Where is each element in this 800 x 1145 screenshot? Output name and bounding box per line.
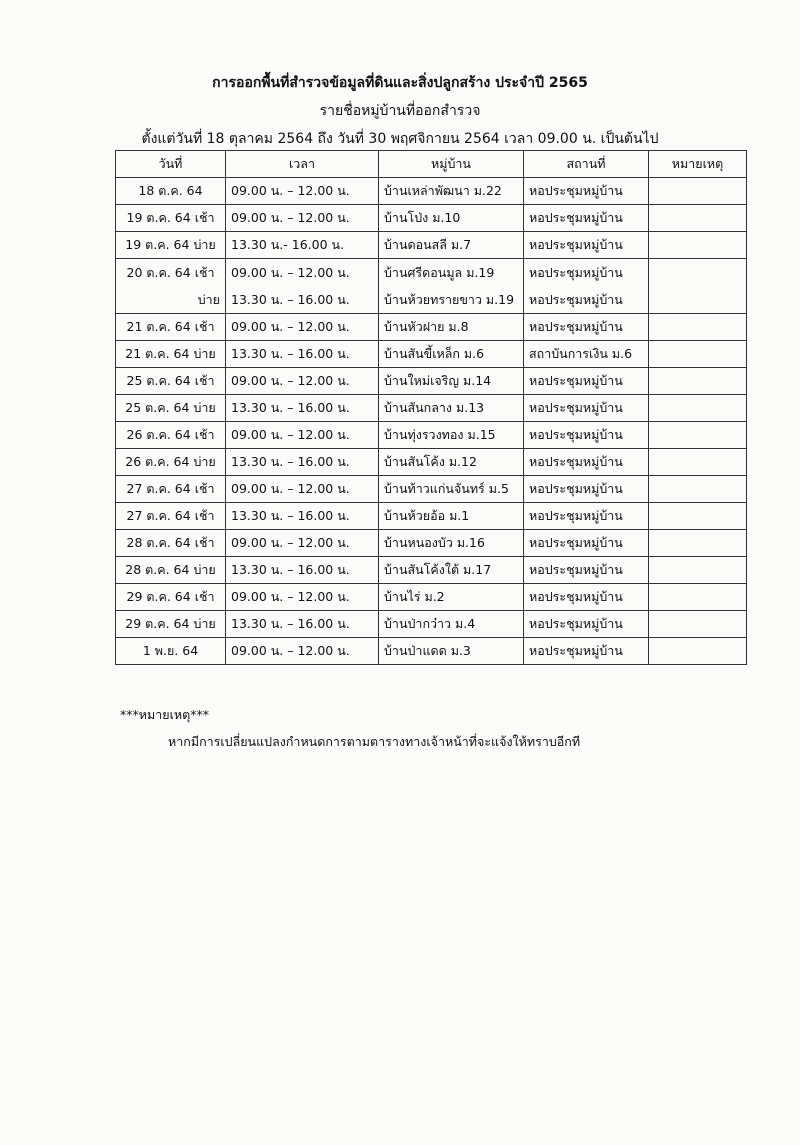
table-row bbox=[116, 530, 747, 557]
cell-note bbox=[649, 503, 747, 530]
cell-date: 25 ต.ค. 64 เช้า bbox=[116, 368, 226, 395]
table-row bbox=[116, 259, 747, 314]
note-body: หากมีการเปลี่ยนแปลงกำหนดการตามตารางทางเจ้าหน้าที่จะแจ้งให้ทราบอีกที bbox=[168, 734, 581, 749]
cell-note bbox=[649, 259, 747, 314]
cell-time: 13.30 น.- 16.00 น. bbox=[226, 232, 379, 259]
cell-note bbox=[649, 638, 747, 665]
cell-date: 29 ต.ค. 64 บ่าย bbox=[116, 611, 226, 638]
cell-note bbox=[649, 584, 747, 611]
cell-time-line: 09.00 น. – 12.00 น. bbox=[231, 265, 350, 280]
cell-date: 29 ต.ค. 64 เช้า bbox=[116, 584, 226, 611]
cell-date: 21 ต.ค. 64 บ่าย bbox=[116, 341, 226, 368]
cell-date: 28 ต.ค. 64 บ่าย bbox=[116, 557, 226, 584]
cell-place: หอประชุมหมู่บ้าน bbox=[524, 503, 649, 530]
cell-place-line: หอประชุมหมู่บ้าน bbox=[529, 292, 623, 307]
cell-village: บ้านหนองบัว ม.16 bbox=[379, 530, 524, 557]
cell-village: บ้านสันกลาง ม.13 bbox=[379, 395, 524, 422]
cell-place: หอประชุมหมู่บ้าน bbox=[524, 314, 649, 341]
cell-place: สถาบันการเงิน ม.6 bbox=[524, 341, 649, 368]
cell-place-line: หอประชุมหมู่บ้าน bbox=[529, 265, 623, 280]
cell-time: 09.00 น. – 12.00 น. bbox=[226, 638, 379, 665]
table-row bbox=[116, 205, 747, 232]
table-row bbox=[116, 178, 747, 205]
cell-time: 13.30 น. – 16.00 น. bbox=[226, 449, 379, 476]
column-header-time: เวลา bbox=[226, 151, 379, 178]
table-row bbox=[116, 503, 747, 530]
cell-note bbox=[649, 205, 747, 232]
cell-place: หอประชุมหมู่บ้าน bbox=[524, 449, 649, 476]
cell-time: 13.30 น. – 16.00 น. bbox=[226, 611, 379, 638]
cell-date-line: บ่าย bbox=[197, 292, 220, 307]
cell-time: 09.00 น. – 12.00 น. bbox=[226, 178, 379, 205]
cell-place: หอประชุมหมู่บ้าน bbox=[524, 476, 649, 503]
cell-date: 26 ต.ค. 64 บ่าย bbox=[116, 449, 226, 476]
cell-place: หอประชุมหมู่บ้าน bbox=[524, 232, 649, 259]
cell-place: หอประชุมหมู่บ้าน bbox=[524, 557, 649, 584]
cell-place: หอประชุมหมู่บ้าน bbox=[524, 584, 649, 611]
cell-time: 09.00 น. – 12.00 น. bbox=[226, 368, 379, 395]
cell-note bbox=[649, 395, 747, 422]
column-header-date: วันที่ bbox=[116, 151, 226, 178]
cell-note bbox=[649, 449, 747, 476]
cell-note bbox=[649, 314, 747, 341]
schedule-table bbox=[115, 150, 747, 665]
cell-village-line: บ้านห้วยทรายขาว ม.19 bbox=[384, 292, 515, 307]
cell-date: 19 ต.ค. 64 บ่าย bbox=[116, 232, 226, 259]
document-subtitle: รายชื่อหมู่บ้านที่ออกสำรวจ bbox=[319, 103, 481, 119]
cell-time: 09.00 น. – 12.00 น. bbox=[226, 530, 379, 557]
cell-time: 09.00 น. – 12.00 น. bbox=[226, 476, 379, 503]
cell-time bbox=[226, 259, 379, 314]
cell-date: 27 ต.ค. 64 เช้า bbox=[116, 476, 226, 503]
cell-date: 19 ต.ค. 64 เช้า bbox=[116, 205, 226, 232]
cell-place: หอประชุมหมู่บ้าน bbox=[524, 395, 649, 422]
column-header-note: หมายเหตุ bbox=[649, 151, 747, 178]
cell-note bbox=[649, 422, 747, 449]
document-period: ตั้งแต่วันที่ 18 ตุลาคม 2564 ถึง วันที่ 30 พฤศจิกายน 2564 เวลา 09.00 น. เป็นต้นไป bbox=[141, 131, 659, 147]
cell-village: บ้านดอนสลี ม.7 bbox=[379, 232, 524, 259]
cell-village: บ้านสันขี้เหล็ก ม.6 bbox=[379, 341, 524, 368]
table-row bbox=[116, 638, 747, 665]
cell-village: บ้านท้าวแก่นจันทร์ ม.5 bbox=[379, 476, 524, 503]
table-row bbox=[116, 232, 747, 259]
cell-place bbox=[524, 259, 649, 314]
cell-place: หอประชุมหมู่บ้าน bbox=[524, 178, 649, 205]
cell-village: บ้านทุ่งรวงทอง ม.15 bbox=[379, 422, 524, 449]
cell-date: 27 ต.ค. 64 เช้า bbox=[116, 503, 226, 530]
table-row bbox=[116, 368, 747, 395]
note-title: ***หมายเหตุ*** bbox=[120, 707, 209, 722]
schedule-body bbox=[116, 178, 747, 665]
cell-place: หอประชุมหมู่บ้าน bbox=[524, 368, 649, 395]
cell-time: 13.30 น. – 16.00 น. bbox=[226, 557, 379, 584]
cell-note bbox=[649, 368, 747, 395]
cell-village: บ้านเหล่าพัฒนา ม.22 bbox=[379, 178, 524, 205]
cell-date: 26 ต.ค. 64 เช้า bbox=[116, 422, 226, 449]
table-row bbox=[116, 422, 747, 449]
cell-date: 18 ต.ค. 64 bbox=[116, 178, 226, 205]
document-title: การออกพื้นที่สำรวจข้อมูลที่ดินและสิ่งปลูกสร้าง ประจำปี 2565 bbox=[212, 75, 588, 91]
table-row bbox=[116, 584, 747, 611]
cell-village: บ้านไร่ ม.2 bbox=[379, 584, 524, 611]
cell-village-line: บ้านศรีดอนมูล ม.19 bbox=[384, 265, 495, 280]
cell-place: หอประชุมหมู่บ้าน bbox=[524, 638, 649, 665]
cell-time: 13.30 น. – 16.00 น. bbox=[226, 395, 379, 422]
table-row bbox=[116, 611, 747, 638]
cell-date: 1 พ.ย. 64 bbox=[116, 638, 226, 665]
cell-time: 09.00 น. – 12.00 น. bbox=[226, 314, 379, 341]
cell-date: 21 ต.ค. 64 เช้า bbox=[116, 314, 226, 341]
cell-note bbox=[649, 557, 747, 584]
column-header-village: หมู่บ้าน bbox=[379, 151, 524, 178]
cell-date-line: 20 ต.ค. 64 เช้า bbox=[126, 265, 215, 280]
cell-date bbox=[116, 259, 226, 314]
cell-note bbox=[649, 530, 747, 557]
cell-village: บ้านใหม่เจริญ ม.14 bbox=[379, 368, 524, 395]
cell-place: หอประชุมหมู่บ้าน bbox=[524, 611, 649, 638]
cell-village: บ้านโป่ง ม.10 bbox=[379, 205, 524, 232]
cell-time: 13.30 น. – 16.00 น. bbox=[226, 503, 379, 530]
cell-place: หอประชุมหมู่บ้าน bbox=[524, 205, 649, 232]
table-header-row bbox=[116, 151, 747, 178]
cell-village: บ้านห้วยอ้อ ม.1 bbox=[379, 503, 524, 530]
cell-place: หอประชุมหมู่บ้าน bbox=[524, 422, 649, 449]
cell-note bbox=[649, 178, 747, 205]
cell-note bbox=[649, 341, 747, 368]
table-row bbox=[116, 449, 747, 476]
cell-time: 09.00 น. – 12.00 น. bbox=[226, 205, 379, 232]
cell-village: บ้านหัวฝาย ม.8 bbox=[379, 314, 524, 341]
table-row bbox=[116, 395, 747, 422]
cell-date: 28 ต.ค. 64 เช้า bbox=[116, 530, 226, 557]
cell-note bbox=[649, 611, 747, 638]
table-row bbox=[116, 314, 747, 341]
cell-time: 09.00 น. – 12.00 น. bbox=[226, 422, 379, 449]
cell-note bbox=[649, 232, 747, 259]
cell-note bbox=[649, 476, 747, 503]
table-row bbox=[116, 557, 747, 584]
cell-time: 13.30 น. – 16.00 น. bbox=[226, 341, 379, 368]
cell-time: 09.00 น. – 12.00 น. bbox=[226, 584, 379, 611]
column-header-place: สถานที่ bbox=[524, 151, 649, 178]
table-row bbox=[116, 476, 747, 503]
cell-village bbox=[379, 259, 524, 314]
table-row bbox=[116, 341, 747, 368]
cell-village: บ้านสันโค้ง ม.12 bbox=[379, 449, 524, 476]
cell-date: 25 ต.ค. 64 บ่าย bbox=[116, 395, 226, 422]
cell-time-line: 13.30 น. – 16.00 น. bbox=[231, 292, 350, 307]
cell-village: บ้านป่ากว๋าว ม.4 bbox=[379, 611, 524, 638]
cell-village: บ้านป่าแดด ม.3 bbox=[379, 638, 524, 665]
cell-village: บ้านสันโค้งใต้ ม.17 bbox=[379, 557, 524, 584]
cell-place: หอประชุมหมู่บ้าน bbox=[524, 530, 649, 557]
